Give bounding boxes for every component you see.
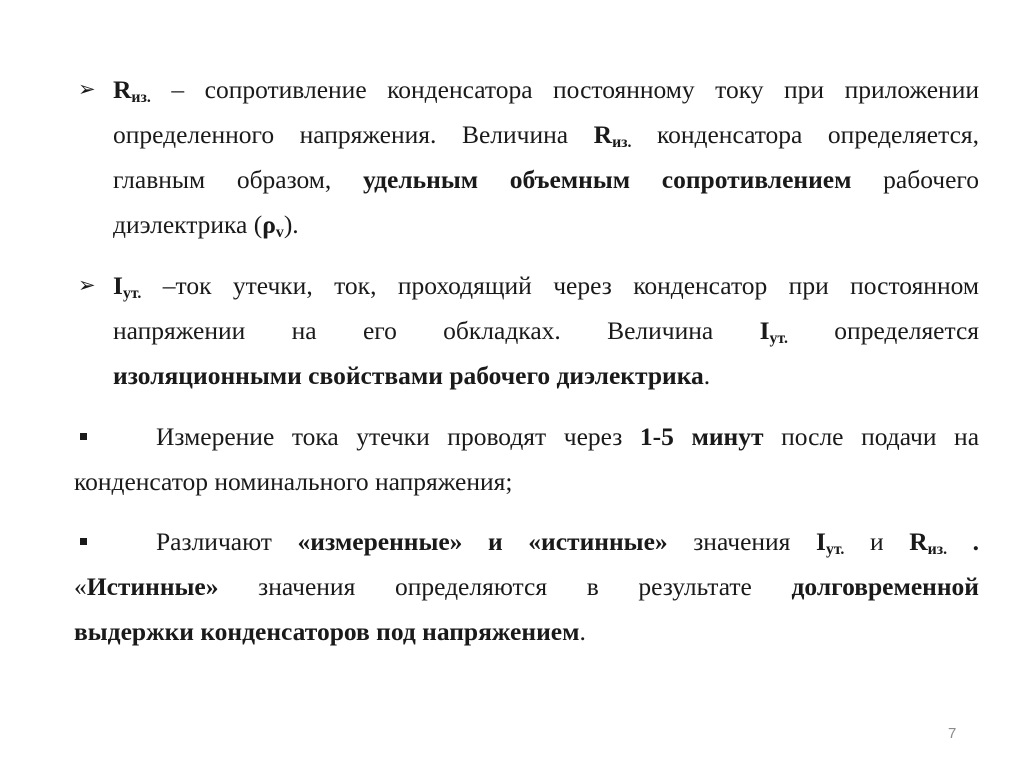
p3-line-1: Измерение тока утечки проводят через 1-5 минут после подачи на <box>156 422 980 451</box>
p1-line-2: определенного напряжения. Величина $R_{из.}$ конденсатора определяется, <box>113 120 979 151</box>
arrow-bullet-icon: ➢ <box>78 273 96 297</box>
p1-line-1: $R_{из.}$ – сопротивление конденсатора постоянному току при приложении <box>113 75 979 106</box>
p3-line-2: конденсатор номинального напряжения; <box>74 467 513 496</box>
p4-line-2: «Истинные» значения определяются в результате долговременной <box>74 572 979 601</box>
p2-line-2: напряжении на его обкладках. Величина $I_{ут.}$ определяется <box>113 316 979 347</box>
p4-line-1: Различают «измеренные» и «истинные» значения $I_{ут.}$ и $R_{из.}$ . <box>156 527 979 558</box>
page-number: 7 <box>948 725 957 742</box>
p2-line-3: изоляционными свойствами рабочего диэлектрика. <box>113 361 711 390</box>
arrow-bullet-icon: ➢ <box>78 77 96 101</box>
p1-line-4: диэлектрика $(\rho_v)$. <box>113 210 299 241</box>
p4-line-3: выдержки конденсаторов под напряжением. <box>74 617 586 646</box>
p2-line-1: $I_{ут.}$ –ток утечки, ток, проходящий через конденсатор при постоянном <box>113 271 979 302</box>
square-bullet-icon <box>80 538 87 545</box>
square-bullet-icon <box>80 433 87 440</box>
p1-line-3: главным образом, удельным объемным сопротивлением рабочего <box>113 165 979 194</box>
